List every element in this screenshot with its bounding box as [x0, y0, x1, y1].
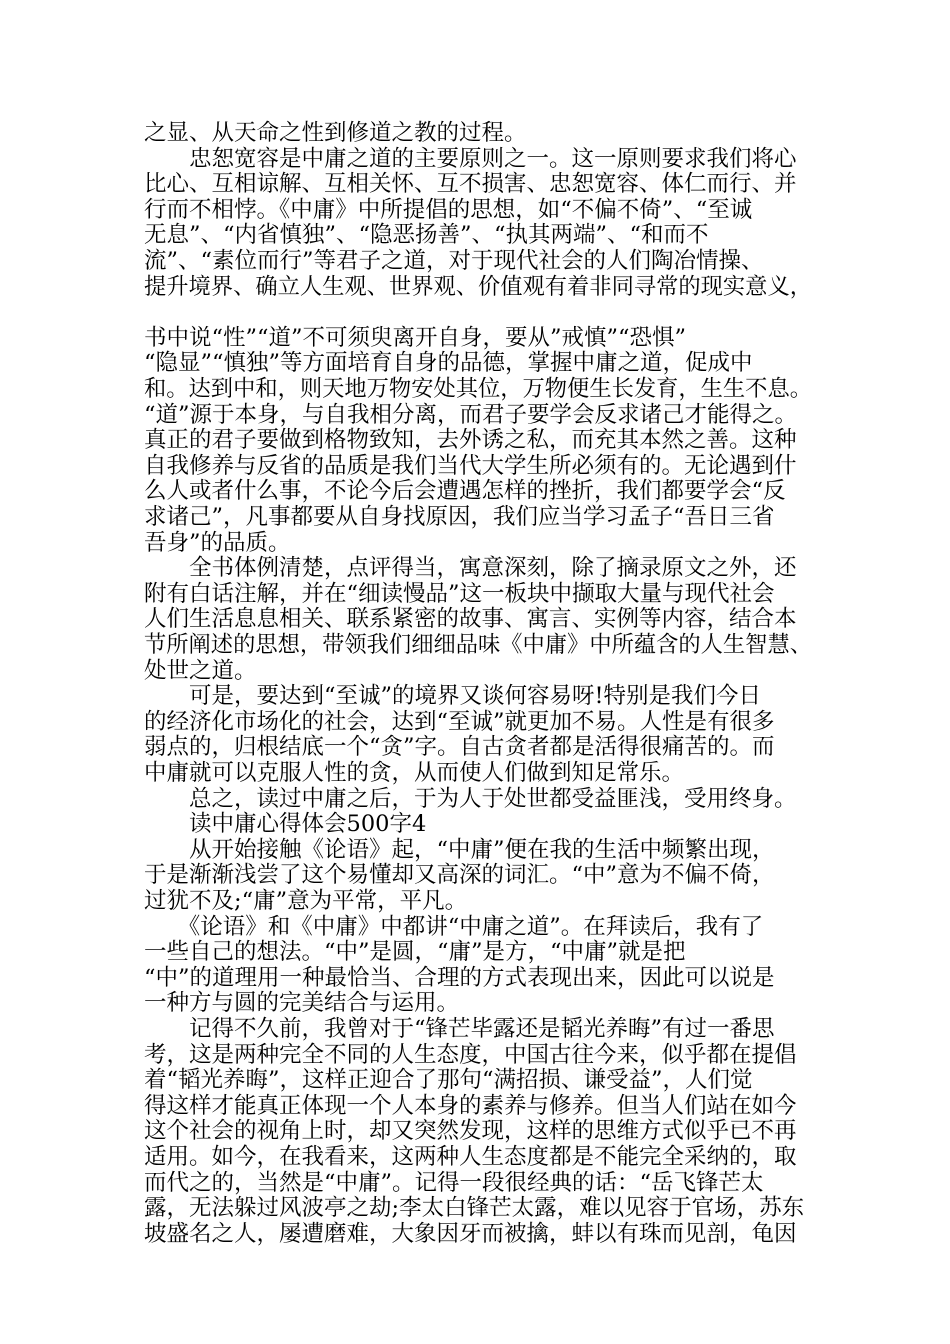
text-line: 和。达到中和，则天地万物安处其位，万物便生长发育，生生不息。	[144, 376, 812, 402]
text-line: 中庸就可以克服人性的贪，从而使人们做到知足常乐。	[144, 760, 685, 786]
text-line: 行而不相悖。《中庸》中所提倡的思想，如“不偏不倚”、“至诚	[144, 196, 753, 223]
text-line: 吾身”的品质。	[144, 529, 291, 556]
text-line: 适用。如今，在我看来，这两种人生态度都是不能完全采纳的，取	[144, 1144, 797, 1170]
text-line: 读中庸心得体会500字4	[144, 811, 427, 838]
text-line: 全书体例清楚，点评得当，寓意深刻，除了摘录原文之外，还	[144, 555, 797, 582]
text-line: 忠恕宽容是中庸之道的主要原则之一。这一原则要求我们将心	[144, 145, 797, 172]
text-line: “中”的道理用一种最恰当、合理的方式表现出来，因此可以说是	[144, 964, 775, 991]
text-line: 从开始接触《论语》起，“中庸”便在我的生活中频繁出现，	[144, 836, 775, 863]
text-line: 总之，读过中庸之后，于为人于处世都受益匪浅，受用终身。	[144, 785, 797, 812]
text-line: 附有白话注解，并在“细读慢品”这一板块中撷取大量与现代社会	[144, 580, 775, 607]
text-line: 流”、“素位而行”等君子之道，对于现代社会的人们陶冶情操、	[144, 248, 764, 274]
text-line: 节所阐述的思想，带领我们细细品味《中庸》中所蕴含的人生智慧、	[144, 632, 812, 658]
text-line: 弱点的，归根结底一个“贪”字。自古贪者都是活得很痛苦的。而	[144, 734, 775, 761]
text-line: 露，无法躲过风波亭之劫;李太白锋芒太露，难以见容于官场，苏东	[144, 1195, 805, 1222]
text-line: 于是渐渐浅尝了这个易懂却又高深的词汇。“中”意为不偏不倚，	[144, 862, 775, 889]
text-line: 而代之的，当然是“中庸”。记得一段很经典的话：“岳飞锋芒太	[144, 1169, 764, 1196]
text-line: 着“韬光养晦”，这样正迎合了那句“满招损、谦受益”，人们觉	[144, 1067, 753, 1094]
text-line: 无息”、“内省慎独”、“隐恶扬善”、“执其两端”、“和而不	[144, 222, 709, 249]
text-line: 一些自己的想法。“中”是圆，“庸”是方，“中庸”就是把	[144, 939, 686, 966]
text-line: 这个社会的视角上时，却又突然发现，这样的思维方式似乎已不再	[144, 1118, 797, 1145]
text-line: “道”源于本身，与自我相分离，而君子要学会反求诸己才能得之。	[144, 401, 798, 428]
text-line: 记得不久前，我曾对于“锋芒毕露还是韬光养晦”有过一番思	[144, 1016, 775, 1042]
text-line: 比心、互相谅解、互相关怀、互不损害、忠恕宽容、体仁而行、并	[144, 171, 797, 198]
text-line: 的经济化市场化的社会，达到“至诚”就更加不易。人性是有很多	[144, 708, 775, 735]
text-line: 考，这是两种完全不同的人生态度，中国古往今来，似乎都在提倡	[144, 1041, 797, 1068]
text-line: 坡盛名之人，屡遭磨难，大象因牙而被擒，蚌以有珠而见剖，龟因	[144, 1220, 797, 1247]
text-line: 过犹不及;“庸”意为平常，平凡。	[144, 888, 468, 914]
text-line: 《论语》和《中庸》中都讲“中庸之道”。在拜读后，我有了	[144, 913, 764, 940]
text-line: 得这样才能真正体现一个人本身的素养与修养。但当人们站在如今	[144, 1092, 797, 1119]
text-line: 么人或者什么事，不论今后会遭遇怎样的挫折，我们都要学会“反	[144, 478, 786, 505]
text-line: 一种方与圆的完美结合与运用。	[144, 990, 460, 1017]
text-line: 真正的君子要做到格物致知，去外诱之私，而充其本然之善。这种	[144, 427, 797, 454]
text-line: 提升境界、确立人生观、世界观、价值观有着非同寻常的现实意义，	[144, 273, 812, 300]
text-line: 人们生活息息相关、联系紧密的故事、寓言、实例等内容，结合本	[144, 606, 797, 633]
text-line: 书中说“性”“道”不可须臾离开自身，要从”戒慎”“恐惧”	[144, 324, 687, 351]
text-line: 求诸己”，凡事都要从自身找原因，我们应当学习孟子“吾日三省	[144, 504, 775, 530]
text-line: “隐显”“慎独”等方面培育自身的品德，掌握中庸之道，促成中	[144, 350, 753, 377]
text-line: 处世之道。	[144, 657, 257, 684]
text-line: 可是，要达到“至诚”的境界又谈何容易呀!特别是我们今日	[144, 683, 762, 710]
text-line: 之显、从天命之性到修道之教的过程。	[144, 120, 527, 146]
text-line: 自我修养与反省的品质是我们当代大学生所必须有的。无论遇到什	[144, 452, 797, 479]
